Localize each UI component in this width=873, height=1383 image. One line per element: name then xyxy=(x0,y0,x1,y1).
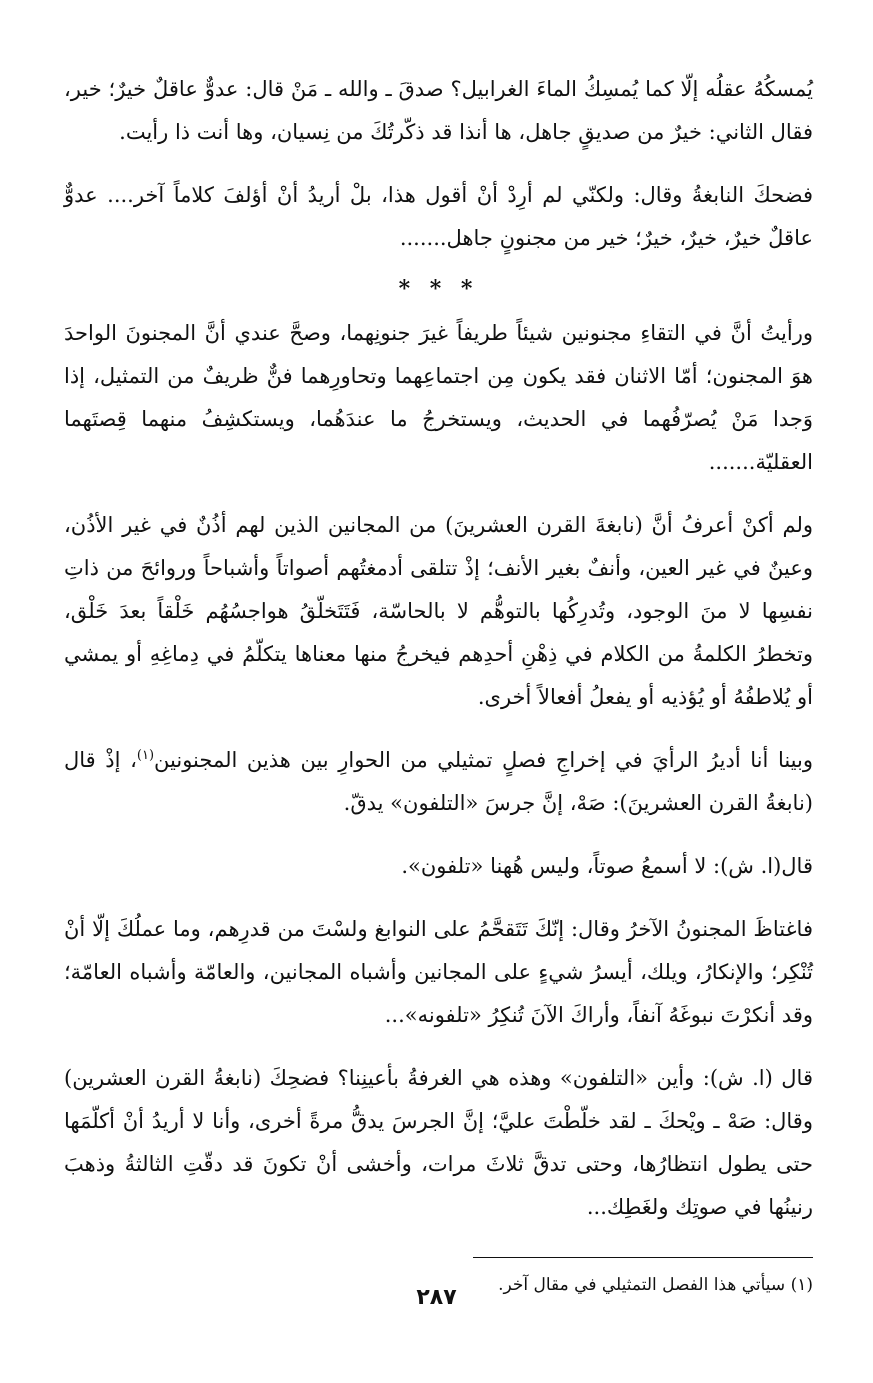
footnote-divider xyxy=(473,1257,813,1258)
footnote: (١) سيأتي هذا الفصل التمثيلي في مقال آخر. xyxy=(498,1275,813,1295)
paragraph-1: يُمسكُهُ عقلُه إلّا كما يُمسِكُ الماءَ الغرابيل؟ صدقَ ـ والله ـ مَنْ قال: عدوٌّ عاقلٌ خيرٌ؛ خير، فقال الثاني: خيرٌ من صديقٍ جاهل، ها أنذا قد ذكّرتُكَ من نِسيان، وها أنت ذا رأيت. xyxy=(64,77,813,144)
page-number: ٢٨٧ xyxy=(416,1285,457,1310)
paragraph-gap xyxy=(64,154,813,174)
paragraph-5-text-a: وبينا أنا أديرُ الرأيَ في إخراجِ فصلٍ تمثيلي من الحوارِ بين هذين المجنونين xyxy=(154,748,814,772)
paragraph-2: فضحكَ النابغةُ وقال: ولكنّي لم أرِدْ أنْ أقول هذا، بلْ أريدُ أنْ أؤلفَ كلاماً آخر.... عدوٌّ عاقلٌ خيرٌ، خيرٌ، خيرٌ؛ خير من مجنونٍ جاهل....... xyxy=(64,183,813,250)
paragraph-6: قال(ا. ش): لا أسمعُ صوتاً، وليس هُهنا «تلفون». xyxy=(401,854,813,878)
footnote-reference: (١) xyxy=(136,748,155,763)
paragraph-gap xyxy=(64,719,813,739)
paragraph-gap xyxy=(64,1037,813,1057)
paragraph-5-text-b: ، إذْ قال (نابغةُ القرن العشرينَ): صَهْ، إنَّ جرسَ «التلفون» يدقّ. xyxy=(64,748,813,815)
paragraph-4: ولم أكنْ أعرفُ أنَّ (نابغةَ القرن العشرينَ) من المجانين الذين لهم أذُنٌ في غير الأذُن، وعينٌ في غير العين، وأنفٌ بغير الأنف؛ إذْ تتلقى أدمغتُهم أصواتاً وأشباحاً وروائحَ من ذاتِ نفسِها لا منَ الوجود، وتُدرِكُها بالتوهُّم لا بالحاسّة، فَتَتَخلّقُ هواجسُهُم خَلْقاً بعدَ خَلْق، وتخطرُ الكلمةُ من الكلام في ذِهْنِ أحدِهم فيخرجُ منها معناها يتكلّمُ في دِماغِهِ أو يمشي أو يُلاطفُهُ أو يُؤذيه أو يفعلُ أفعالاً أخرى. xyxy=(64,513,813,709)
paragraph-3: ورأيتُ أنَّ في التقاءِ مجنونين شيئاً طريفاً غيرَ جنونِهما، وصحَّ عندي أنَّ المجنونَ الواحدَ هوَ المجنون؛ أمّا الاثنان فقد يكون مِن اجتماعِهما وتحاورِهما فنٌّ ظريفٌ من التمثيل، إذا وَجدا مَنْ يُصرّفُهما في الحديث، ويستخرجُ ما عندَهُما، ويستكشِفُ منهما قِصتَهما العقليّة....... xyxy=(64,321,813,474)
paragraph-7: فاغتاظَ المجنونُ الآخرُ وقال: إنّكَ تَتَقحَّمُ على النوابغ ولسْتَ من قدرِهم، وما عملُكَ إلّا أنْ تُنْكِر؛ والإنكارُ، ويلك، أيسرُ شيءٍ على المجانين وأشباه المجانين، والعامّة وأشباه العامّة؛ وقد أنكرْتَ نبوغَهُ آنفاً، وأراكَ الآنَ تُنكِرُ «تلفونه»... xyxy=(64,917,813,1027)
paragraph-gap xyxy=(64,484,813,504)
section-separator: * * * xyxy=(398,276,479,302)
paragraph-gap xyxy=(64,825,813,845)
paragraph-gap xyxy=(64,888,813,908)
paragraph-8: قال (ا. ش): وأين «التلفون» وهذه هي الغرفةُ بأعينِنا؟ فضحِكَ (نابغةُ القرن العشرين) وقال: صَهْ ـ ويْحكَ ـ لقد خلّطْتَ عليَّ؛ إنَّ الجرسَ يدقُّ مرةً أخرى، وأنا لا أريدُ أنْ أكلّمَها حتى يطول انتظارُها، وحتى تدقَّ ثلاثَ مرات، وأخشى أنْ تكونَ قد دقّتِ الثالثةُ وذهبَ رنينُها في صوتِك ولغَطِك... xyxy=(64,1066,813,1219)
paragraph-5 xyxy=(64,739,813,825)
